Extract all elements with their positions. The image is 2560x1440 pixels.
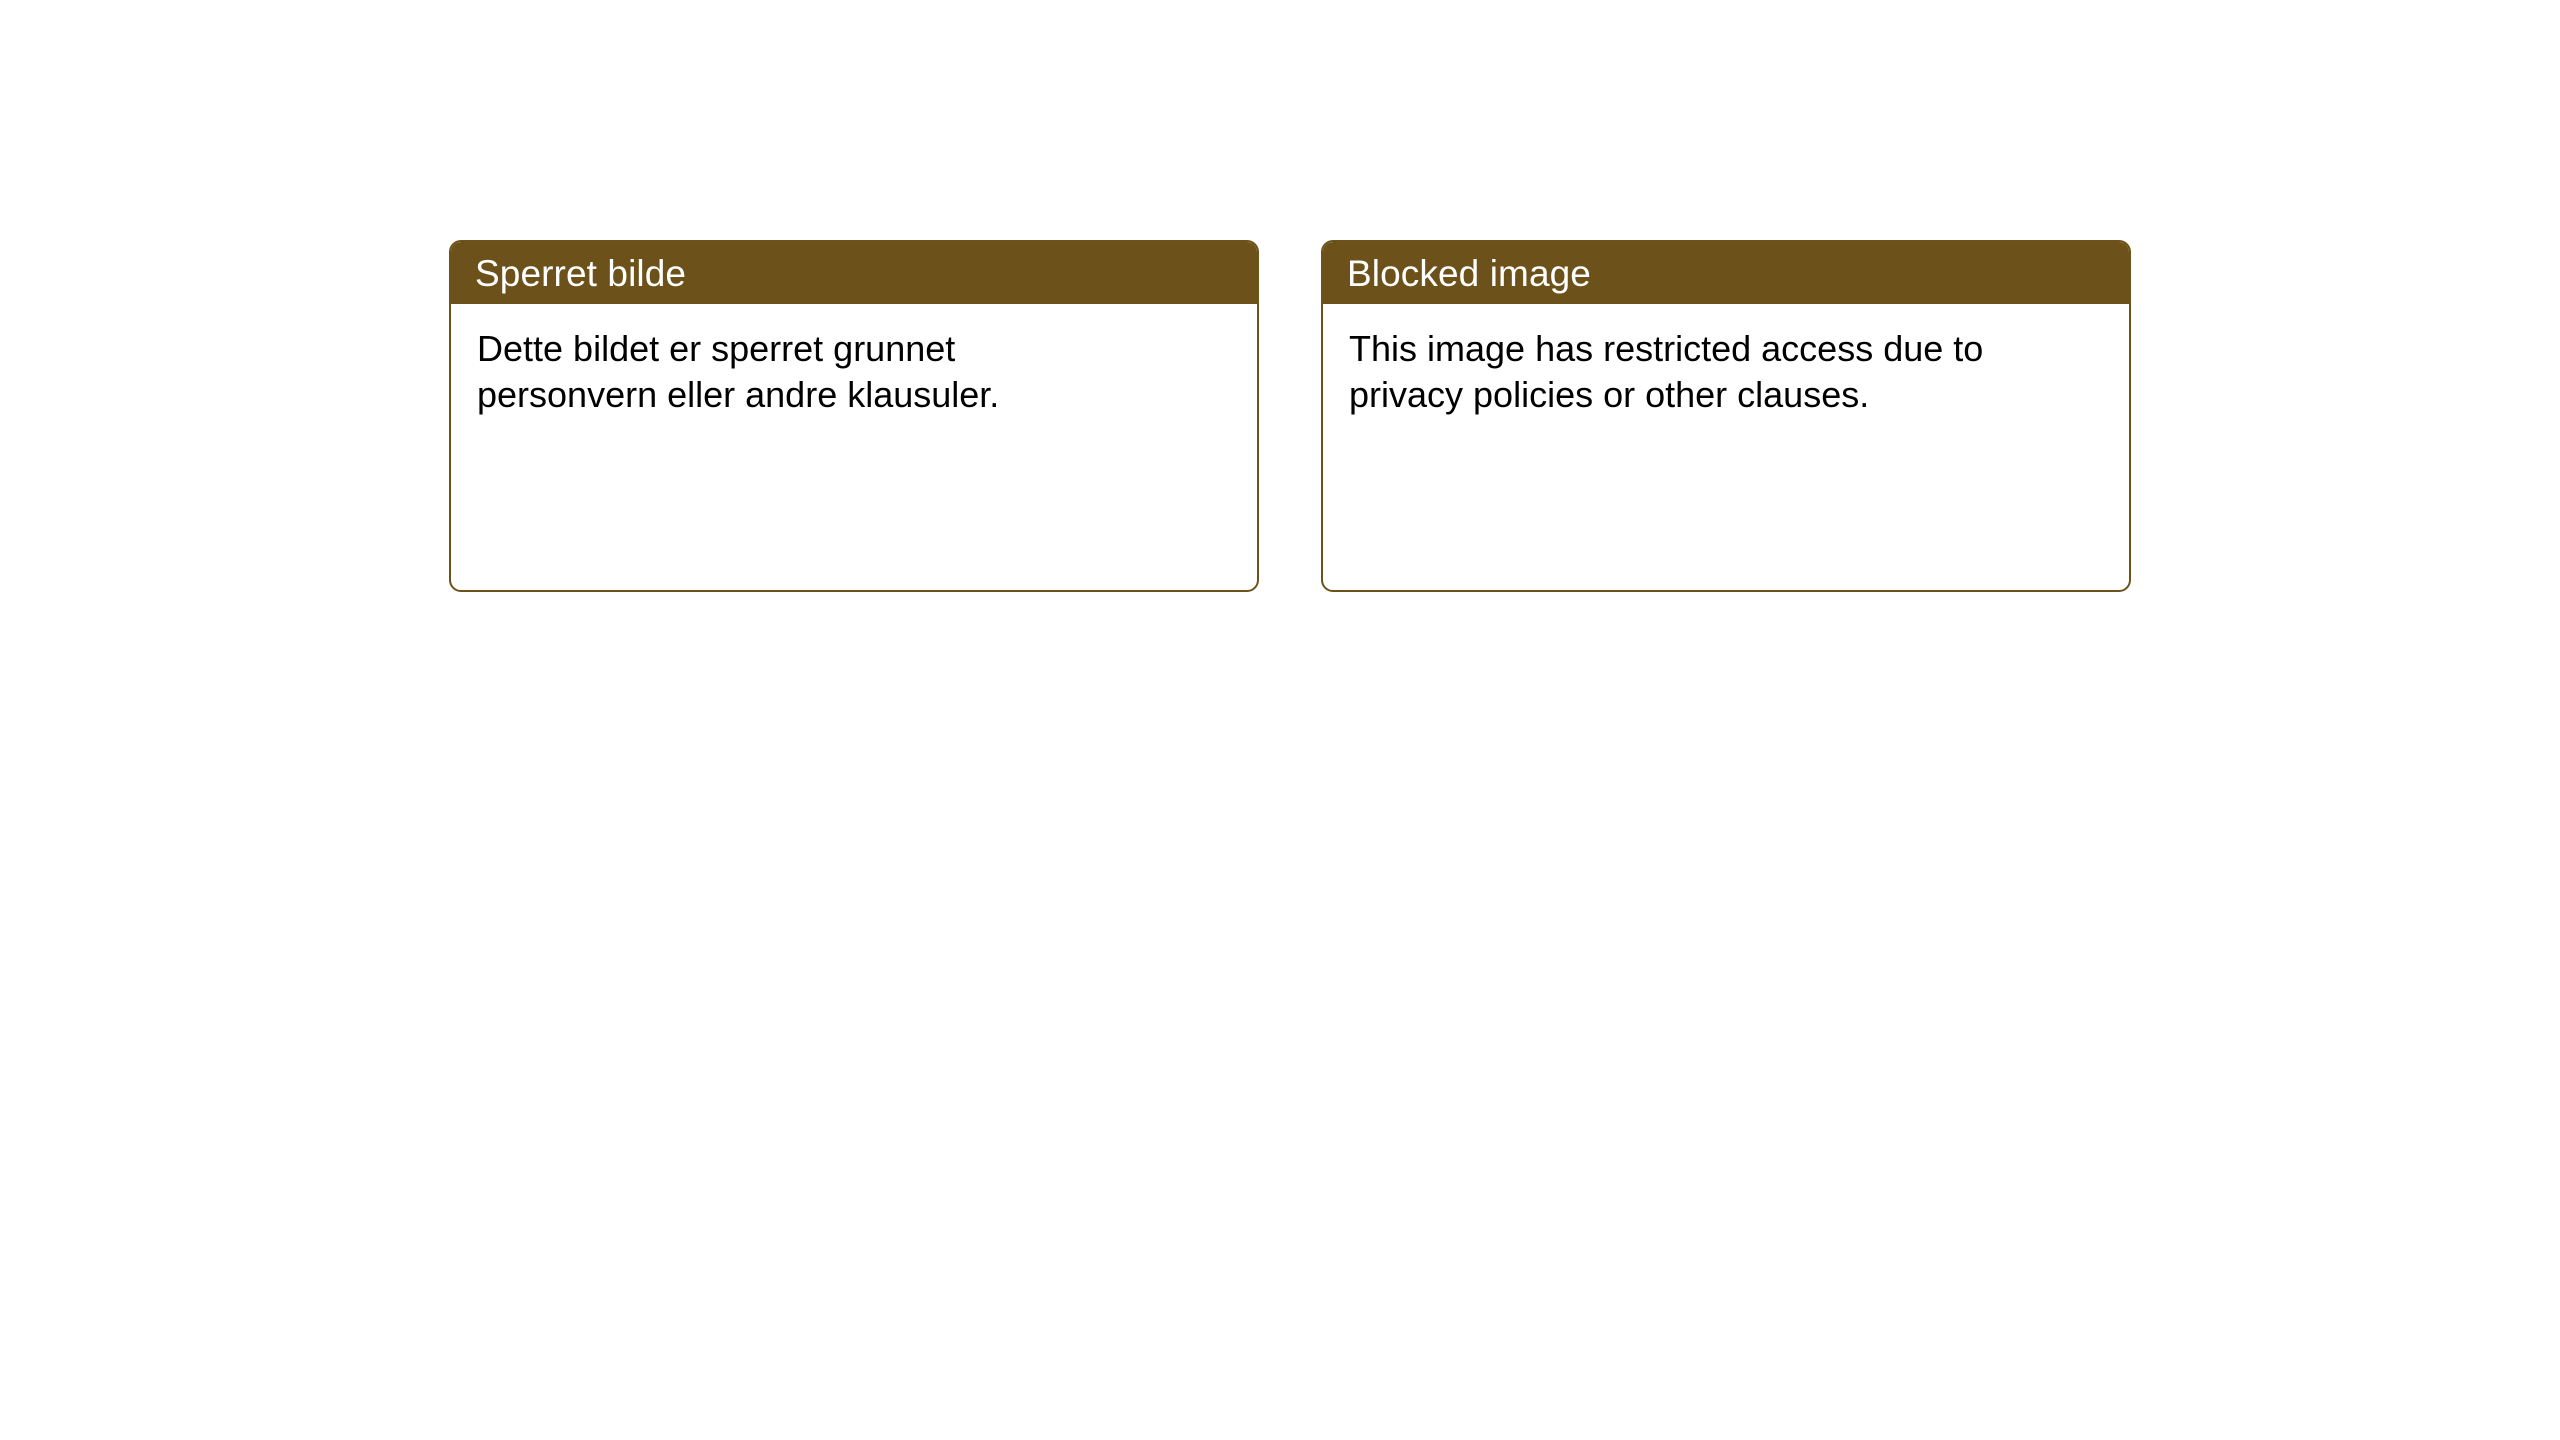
- card-message-english: This image has restricted access due to privacy policies or other clauses.: [1349, 328, 1984, 416]
- card-header-norwegian: [451, 242, 1257, 304]
- card-title-english: Blocked image: [1347, 252, 1591, 294]
- blocked-image-notice-norwegian: [449, 240, 1259, 592]
- notice-card-group: [449, 240, 2131, 592]
- card-body-norwegian: [451, 304, 1257, 418]
- card-body-english: [1323, 304, 2129, 418]
- card-header-english: [1323, 242, 2129, 304]
- card-message-norwegian: Dette bildet er sperret grunnet personvern eller andre klausuler.: [477, 328, 1000, 416]
- card-title-norwegian: Sperret bilde: [475, 252, 687, 294]
- blocked-image-notice-english: [1321, 240, 2131, 592]
